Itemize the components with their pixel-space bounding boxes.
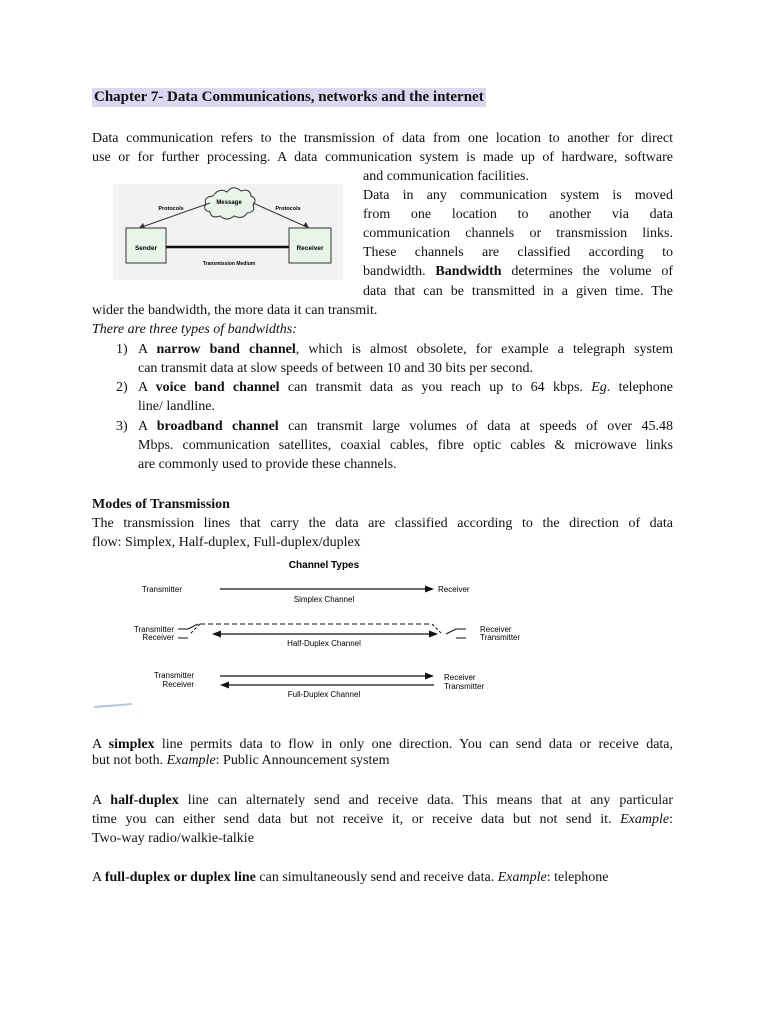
half-para-line-1: A half-duplex line can alternately send and receive data. This means that at any particular <box>92 793 673 808</box>
half-arrow-right <box>429 631 438 638</box>
type-2-number: 2) <box>116 380 128 395</box>
communication-system-diagram <box>113 184 343 280</box>
type-3-line-1: A broadband channel can transmit large volumes of data at speeds of over 45.48 <box>138 419 673 434</box>
intro-line-1: Data communication refers to the transmission of data from one location to another for direct <box>92 131 673 146</box>
modes-line-1: The transmission lines that carry the data are classified according to the direction of data <box>92 516 673 531</box>
intro-side-line-3: communication channels or transmission links. <box>363 226 673 241</box>
full-caption: Full-Duplex Channel <box>287 690 361 699</box>
full-right-receiver-label: Receiver <box>444 673 476 682</box>
simplex-para-line-1: A simplex line permits data to flow in only one direction. You can send data or receive data, <box>92 737 674 752</box>
simplex-para-line-2: but not both. Example: Public Announcement system <box>92 753 390 768</box>
half-right-switch <box>446 629 466 638</box>
intro-after-line: wider the bandwidth, the more data it can transmit. <box>92 303 378 318</box>
intro-line-3: and communication facilities. <box>363 169 530 184</box>
message-label: Message <box>216 200 242 206</box>
simplex-transmitter-label: Transmitter <box>141 585 182 594</box>
diagram-artifact-line <box>94 704 132 707</box>
channel-types-diagram <box>92 554 552 710</box>
full-arrow-right <box>425 673 434 680</box>
full-right-transmitter-label: Transmitter <box>444 682 485 691</box>
simplex-caption: Simplex Channel <box>293 595 355 604</box>
protocols-right-label: Protocols <box>275 206 301 212</box>
half-arrow-left <box>212 631 221 638</box>
type-3-line-2: Mbps. communication satellites, coaxial cables, fibre optic cables & microwave links <box>138 438 673 453</box>
full-left-receiver-label: Receiver <box>162 680 194 689</box>
half-left-transmitter-label: Transmitter <box>133 625 174 634</box>
simplex-arrow-right <box>425 586 434 593</box>
type-2-line-2: line/ landline. <box>138 399 215 414</box>
half-para-line-2: time you can either send data but not receive it, or receive data but not send it. Example: <box>92 812 673 827</box>
protocols-left-label: Protocols <box>158 206 184 212</box>
intro-line-2: use or for further processing. A data communication system is made up of hardware, software <box>92 150 673 165</box>
type-3-number: 3) <box>116 419 128 434</box>
channel-types-title: Channel Types <box>288 560 360 571</box>
half-left-receiver-label: Receiver <box>142 633 174 642</box>
full-left-transmitter-label: Transmitter <box>153 671 194 680</box>
intro-side-line-5: bandwidth. Bandwidth determines the volume of <box>363 264 673 279</box>
transmission-medium-label: Transmission Medium <box>202 261 256 267</box>
intro-side-line-2: from one location to another via data <box>363 207 673 222</box>
types-heading: There are three types of bandwidths: <box>92 322 297 337</box>
type-1-number: 1) <box>116 342 128 357</box>
type-3-line-3: are commonly used to provide these channels. <box>138 457 397 472</box>
half-para-line-3: Two-way radio/walkie-talkie <box>92 831 254 846</box>
half-right-transmitter-label: Transmitter <box>480 633 521 642</box>
receiver-label: Receiver <box>296 245 324 252</box>
modes-heading: Modes of Transmission <box>92 497 230 512</box>
half-caption: Half-Duplex Channel <box>287 639 361 648</box>
half-left-switch <box>178 624 198 638</box>
type-1-line-2: can transmit data at slow speeds of between 10 and 30 bits per second. <box>138 361 534 376</box>
modes-line-2: flow: Simplex, Half-duplex, Full-duplex/duplex <box>92 535 361 550</box>
half-right-receiver-label: Receiver <box>480 625 512 634</box>
full-arrow-left <box>220 682 229 689</box>
simplex-receiver-label: Receiver <box>438 585 470 594</box>
chapter-title: Chapter 7- Data Communications, networks and the internet <box>94 89 484 105</box>
type-2-line-1: A voice band channel can transmit data as you reach up to 64 kbps. Eg. telephone <box>138 380 673 395</box>
intro-side-line-6: data that can be transmitted in a given time. The <box>363 284 673 299</box>
full-para-line-1: A full-duplex or duplex line can simultaneously send and receive data. Example: telephone <box>92 870 609 885</box>
intro-side-line-4: These channels are classified according to <box>363 245 673 260</box>
type-1-line-1: A narrow band channel, which is almost obsolete, for example a telegraph system <box>138 342 674 357</box>
sender-label: Sender <box>134 245 158 252</box>
intro-side-line-1: Data in any communication system is moved <box>363 188 673 203</box>
